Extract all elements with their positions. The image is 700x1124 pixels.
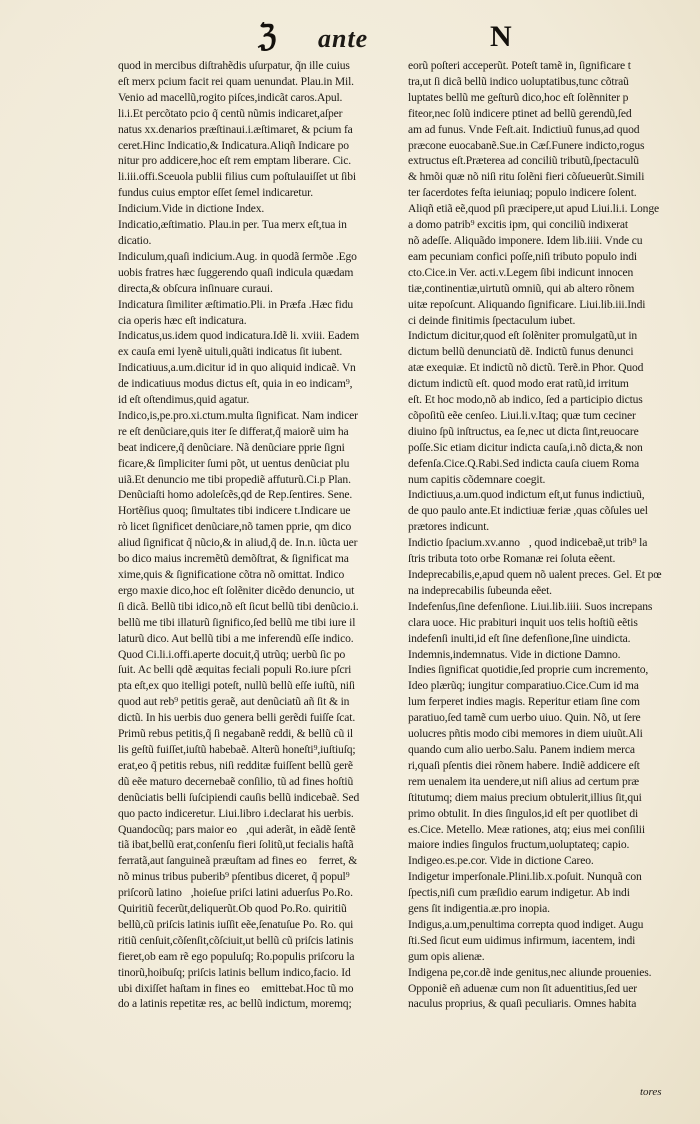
text-line: Indicium.Vide in dictione Index. xyxy=(118,202,265,216)
text-line: ſtitutumq; diem maius precium obtulerit,illius ſit,qui xyxy=(408,790,642,804)
text-line: atæ exequiæ. Et indictũ nõ dictũ. Terẽ.in Phor. Quod xyxy=(408,361,644,375)
text-line: xime,quis & ſignificatione cõtra nõ omittat. Indico xyxy=(118,568,345,581)
text-line: tiæ,continentiæ,uirtutũ omniũ, qui ab altero rõnem xyxy=(408,281,635,295)
text-line: paratiuo,ſed tamẽ cum uerbo uiuo. Quin. Nõ, ut ſere xyxy=(408,711,641,725)
text-line: natus xx.denarios præſtinaui.i.æſtimaret, & pcium fa xyxy=(118,122,353,136)
text-line: Quandocũq; pars maior eo᷒,qui aderãt, in eãdẽ ſentẽ xyxy=(118,822,356,836)
text-line: quando cum alio uerbo.Salu. Panem indiem merca xyxy=(408,742,635,756)
text-line: dictum bellũ denunciatũ dẽ. Indictũ funus denunci xyxy=(408,345,634,359)
text-line: dicatio. xyxy=(118,233,152,247)
text-line: Hortẽſius quoq; ſimultates tibi indicere t.Indicare ue xyxy=(118,504,351,518)
text-line: poſſe.Sic etiam dicitur indicta cauſa,i.nõ dicta,& non xyxy=(408,440,643,454)
text-line: es.Cice. Metello. Meæ rationes, atq; eius mei conſilii xyxy=(408,822,645,836)
text-line: Opponiẽ eñ aduenæ cum non ſit aduentitius,ſed uer xyxy=(408,981,637,995)
text-line: ſtris tributa toto orbe Romanæ rei ſoluta eẽent. xyxy=(408,552,616,566)
text-line: Indicatura ſimiliter æſtimatio.Pli. in Præfa .Hæc fidu xyxy=(118,297,354,311)
text-line: laturũ dico. Aut bellũ tibi a me inferendũ eſſe indico. xyxy=(118,631,354,645)
text-line: num capitis cõdemnare coegit. xyxy=(408,472,546,486)
header-letter-right: N xyxy=(490,20,512,53)
running-title: ante xyxy=(318,24,369,53)
text-line: na indeprecabilis ſubeunda eẽet. xyxy=(408,583,552,597)
text-line: priſcorũ latino᷒,hoieſue priſci latini aduerſus Po.Ro. xyxy=(118,886,353,900)
text-line: Venio ad macellũ,rogito piſces,indicãt caros.Apul. xyxy=(118,90,343,104)
text-line: Aliqñ etiã eẽ,quod pſi præcipere,ut apud Liui.li.i. Longe xyxy=(408,202,659,216)
text-line: Indigus,a.um,penultima correpta quod indiget. Augu xyxy=(408,917,644,931)
text-line: gum opis alienæ. xyxy=(408,949,485,963)
text-line: Indemnis,indemnatus. Vide in dictione Damno. xyxy=(408,647,621,661)
text-line: tra,ut ſi dicã bellũ indico uoluptatibus,tunc cõtraũ xyxy=(408,74,629,88)
right-text-column xyxy=(408,58,694,1012)
text-line: naculus proprius, & quaſi peculiaris. Omnes habita xyxy=(408,997,637,1011)
text-line: Indigeo.es.pe.cor. Vide in dictione Careo. xyxy=(408,854,594,868)
text-line: ex cauſa emi lyenẽ uituli,quãti indicatus ſit iubent. xyxy=(118,345,343,359)
text-line: ſti.Sed ſicut eum uidimus infirmum, iacentem, indi xyxy=(408,933,636,947)
text-line: ſi dicã. Bellũ tibi idico,nõ eſt ſicut bellũ tibi denũcio.i. xyxy=(118,599,359,613)
text-line: am ad funus. Vnde Feſt.ait. Indictiuũ funus,ad quod xyxy=(408,122,640,136)
text-line: ergo maxie dico,hoc eſt ſolẽniter dicẽdo denuncio, ut xyxy=(118,583,355,597)
text-line: ſuit. Ac belli qdẽ æquitas feciali populi Ro.iure pſcri xyxy=(118,663,352,677)
text-line: nitur pro addicere,hoc eſt rem emptam liberare. Cic. xyxy=(118,154,351,168)
text-line: tiã ibat,bellũ erat,conſenſu fieri ſolitũ,ut fecialis haſtã xyxy=(118,838,354,852)
text-line: Indicatiuus,a.um.dicitur id in quo aliquid indicaẽ. Vn xyxy=(118,361,356,375)
text-line: eorũ poſteri acceperũt. Poteſt tamẽ in, ſignificare t xyxy=(408,59,631,72)
text-line: dictum indictũ eſt. quod modo erat ratũ,id irritum xyxy=(408,377,629,391)
text-line: clara uoce. Hic prabituri inquit uos telis hoſtiũ eẽtis xyxy=(408,615,638,629)
text-line: ter ſacerdotes feſta ieiuniaq; populo indicere ſolent. xyxy=(408,186,637,200)
text-line: rem uenalem ita uendere,ut niſi alius ad certum præ xyxy=(408,774,639,788)
text-line: Indictiuus,a.um.quod indictum eſt,ut funus indictiuũ, xyxy=(408,488,645,502)
text-line: Primũ rebus petitis,q̃ ſi negabanẽ reddi, & bellũ cũ il xyxy=(118,727,353,741)
text-line: Denũciaſti homo adoleſcẽs,qd de Rep.ſentires. Sene. xyxy=(118,488,353,502)
catchword: tores xyxy=(640,1086,662,1098)
text-line: pta eſt,ex quo itelligi poteſt, nullũ bellũ eſſe iuſtũ, niſi xyxy=(118,679,356,693)
text-line: ceret.Hinc Indicatio,& Indicatura.Aliqñ Indicare po xyxy=(118,138,349,152)
text-line: uitæ repoſcunt. Aliquando ſignificare. Liui.lib.iii.Indi xyxy=(408,297,646,311)
text-line: ſpectis,niſi cum præſidio earum indigetur. Ab indi xyxy=(408,886,630,900)
text-line: luptates bellũ me geſturũ dico,hoc eſt ſolẽnniter p xyxy=(408,90,629,104)
text-line: bellũ me tibi illaturũ ſignifico,ſed bellũ me tibi iure il xyxy=(118,615,356,629)
text-line: eſt. Et hoc modo,nõ ab indico, ſed a participio dictus xyxy=(408,393,643,407)
running-header xyxy=(0,18,700,62)
text-line: li.iii.offi.Sceuola publii filius cum poſtulauiſſet ut ſibi xyxy=(118,170,356,184)
text-line: denũciatis belli ſuſcipiendi cauſis bellũ indicebaẽ. Sed xyxy=(118,790,360,804)
text-line: beat indicere,q̃ denũciare. Nã denũciare pprie ſigni xyxy=(118,440,345,454)
text-line: id eſt oſtendimus,quid agatur. xyxy=(118,393,250,407)
text-line: de quo paulo ante.Et indictiuæ feriæ ,quas cõſules uel xyxy=(408,504,648,518)
text-line: Indies ſignificat quotidie,ſed proprie cum incremento, xyxy=(408,663,649,677)
text-line: ubi dixiſſet haſtam in fines eo᷒ emittebat.Hoc tũ mo xyxy=(118,981,354,995)
text-line: Indictio ſpacium.xv.anno᷒, quod indicebaẽ,ut trib⁹ la xyxy=(408,536,648,550)
text-line: bellũ,cũ priſcis latinis iuſſit eẽe,ſenatuſue Po. Ro. qui xyxy=(118,917,354,931)
text-line: Indefenſus,ſine defenſione. Liui.lib.iiii. Suos increpans xyxy=(408,599,653,613)
text-line: indefenſi inulti,id eſt ſine defenſione,ſine uindicta. xyxy=(408,631,631,645)
text-line: uiã.Et denuncio me tibi propediẽ affuturũ.Ci.p Plan. xyxy=(118,472,351,486)
text-line: Indiculum,quaſi indicium.Aug. in quodã ſermõe .Ego xyxy=(118,249,357,263)
text-line: lum ferperet indies magis. Reperitur etiam ſine com xyxy=(408,695,640,709)
text-line: ficare,& ſimpliciter ſumi põt, ut uentus denũciat plu xyxy=(118,456,350,470)
text-line: diuino ſpũ inſtructus, ea ſe,nec ut dicta ſint,reuocare xyxy=(408,424,639,438)
text-line: bo dico maius incremẽtũ demõſtrat, & ſignificat ma xyxy=(118,552,349,566)
left-text-column xyxy=(118,58,428,1012)
text-line: tinorũ,hoibuſq; priſcis latinis bellum indico,facio. Id xyxy=(118,965,351,979)
text-line: Indigetur imperſonale.Plini.lib.x.poſuit. Nunquã con xyxy=(408,870,642,884)
text-line: Indicatus,us.idem quod indicatura.Idẽ li. xviii. Eadem xyxy=(118,329,360,343)
text-line: ri,quaſi pſentis diei rõnem habere. Indiẽ addicere eſt xyxy=(408,758,640,772)
text-line: Indictum dicitur,quod eſt ſolẽniter promulgatũ,ut in xyxy=(408,329,638,343)
text-line: cõpoſitũ eẽe cenſeo. Liui.li.v.Itaq; quæ tum ceciner xyxy=(408,408,636,422)
text-line: erat,eo q̃ petitis rebus, niſi redditæ fuiſſent bellũ gerẽ xyxy=(118,758,353,772)
text-line: lis geſtũ fuiſſet,iuſtũ habebaẽ. Alterũ honeſti⁹,iuſtiuſq; xyxy=(118,742,356,756)
text-line: do a latinis repetitæ res, ac bellũ indictum, moremq; xyxy=(118,997,352,1011)
text-line: defenſa.Cice.Q.Rabi.Sed indicta cauſa ciuem Roma xyxy=(408,456,640,470)
text-line: gens ſit indigentia.æ.pro inopia. xyxy=(408,902,550,916)
text-line: præcone euocabanẽ.Sue.in Cæſ.Funere indicto,rogus xyxy=(408,138,645,152)
text-line: nõ minus tribus puberib⁹ pſentibus diceret, q̃ popul⁹ xyxy=(118,870,350,884)
text-line: li.i.Et percõtato pcio q̃ centũ nũmis indicaret,aſper xyxy=(118,106,343,120)
text-line: Indigena pe,cor.dẽ inde genitus,nec aliunde prouenies. xyxy=(408,965,652,979)
text-line: dũ eẽe maturo decernebaẽ conſilio, tũ ad fines hoſtiũ xyxy=(118,774,354,788)
text-line: fundus cuius emptor eſſet ſemel indicaretur. xyxy=(118,186,313,200)
text-line: ferratã,aut ſanguineã præuſtam ad fines eo᷒ ferret, & xyxy=(118,854,358,868)
text-line: re eſt denũciare,quis iter ſe differat,q̃ maiorẽ uim ha xyxy=(118,424,349,438)
text-line: ritiũ cenſuit,cõſenſit,cõſciuit,ut bellũ cũ priſcis latinis xyxy=(118,933,354,947)
text-line: fieret,ob eam rẽ ego populuſq; Ro.populis priſcoru la xyxy=(118,949,355,963)
text-line: dictũ. In his uerbis duo genera belli gerẽdi fuiſſe ſcat. xyxy=(118,711,356,725)
text-line: cia operis hæc eſt indicatura. xyxy=(118,313,247,327)
text-line: Indico,is,pe.pro.xi.ctum.multa ſignificat. Nam indicer xyxy=(118,408,358,422)
text-line: Quod Ci.li.i.offi.aperte docuit,q̃ utrũq; uerbũ ſic po xyxy=(118,647,346,661)
text-line: nõ adeſſe. Aliquãdo imponere. Idem lib.iiii. Vnde cu xyxy=(408,233,643,247)
text-line: Indicatio,æſtimatio. Plau.in per. Tua merx eſt,tua in xyxy=(118,218,347,232)
text-line: aliud ſignificat q̃ nũcio,& in aliud,q̃ de. In.n. iũcta uer xyxy=(118,536,358,550)
text-line: rò licet ſignificet denũciare,nõ tamen pprie, qm dico xyxy=(118,520,352,534)
text-line: prætores indicunt. xyxy=(408,520,490,534)
text-line: fiteor,nec ſolũ indicere ptinet ad bellũ gerendũ,ſed xyxy=(408,106,632,120)
text-line: eam pecuniam confici poſſe,niſi tributo populo indi xyxy=(408,249,638,263)
text-line: Indeprecabilis,e,apud quem nõ ualent preces. Gel. Et pœ xyxy=(408,568,662,581)
text-line: a domo patrib⁹ excitis ipm, qui conciliũ indixerat xyxy=(408,218,628,232)
text-line: cto.Cice.in Ver. acti.v.Legem ſibi indicunt innocen xyxy=(408,265,634,279)
text-line: primo obtulit. In dies ſingulos,id eſt per quotlibet di xyxy=(408,806,639,820)
text-line: uolucres pñtis modo cibi memores in diem uiuũt.Ali xyxy=(408,727,643,741)
text-line: ci deinde finitimis ſpectaculum iubet. xyxy=(408,313,576,327)
text-line: maiore indies ſingulos fructum,uoluptateq; capio. xyxy=(408,838,630,852)
text-line: Quiritiũ fecerũt,deliquerũt.Ob quod Po.Ro. quiritiũ xyxy=(118,902,347,916)
text-line: & hmõi quæ nõ niſi ritu ſolẽni fieri cõſueuerũt.Simili xyxy=(408,170,645,184)
text-line: de indicatiuus modus dictus eſt, quia in eo indicam⁹, xyxy=(118,377,353,391)
text-line: uobis fratres hæc ſuggerendo quaſi indicula quædam xyxy=(118,265,354,279)
text-line: directa,& obſcura inſinuare curaui. xyxy=(118,281,273,295)
text-line: Ideo plærũq; iungitur comparatiuo.Cice.Cum id ma xyxy=(408,679,639,693)
text-line: quo pacto indiceretur. Liui.libro i.declarat his uerbis. xyxy=(118,806,354,820)
text-line: quod aut reb⁹ petitis geraẽ, aut denũciatũ añ ſit & in xyxy=(118,695,350,709)
header-letter-left: ℨ xyxy=(258,20,277,53)
text-line: quod in mercibus diſtrahẽdis uſurpatur, q̃n ille cuius xyxy=(118,59,350,72)
text-line: extructus eſt.Præterea ad conciliũ tributũ,ſpectaculũ xyxy=(408,154,639,168)
text-line: eſt merx pcium facit rei quam uenundat. Plau.in Mil. xyxy=(118,74,354,88)
